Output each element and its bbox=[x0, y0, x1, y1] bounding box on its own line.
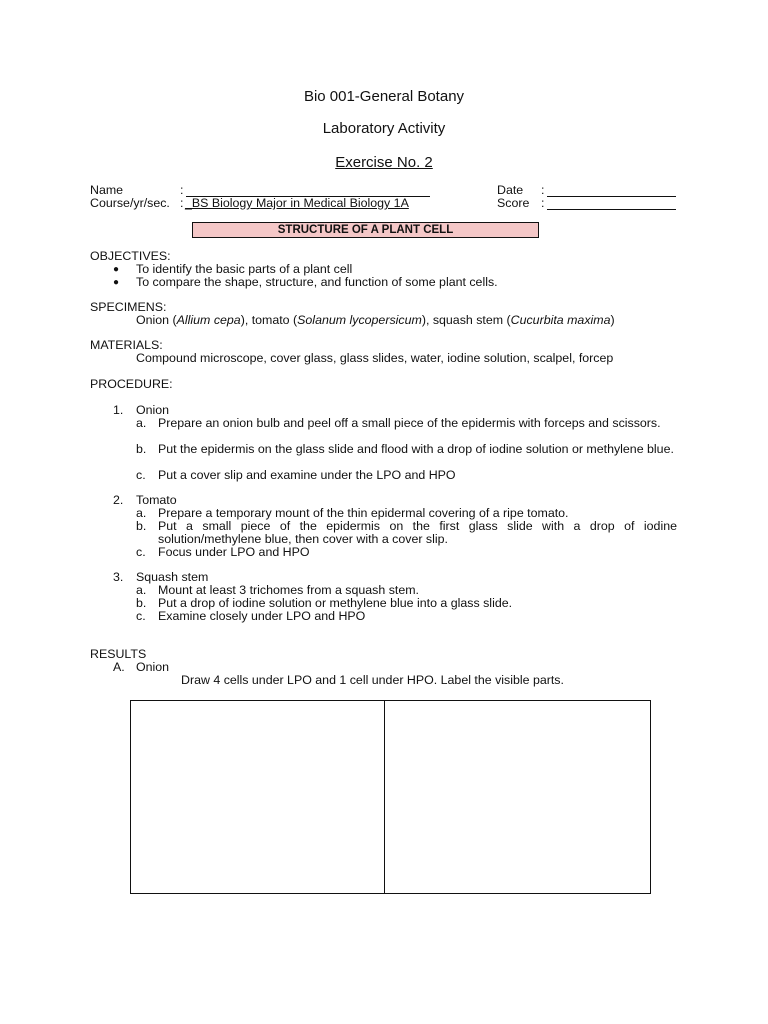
step-text: Prepare a temporary mount of the thin epidermal covering of a ripe tomato. bbox=[158, 506, 569, 520]
score-field[interactable] bbox=[547, 197, 676, 210]
step-letter: b. bbox=[136, 596, 147, 610]
procedure-number: 3. bbox=[113, 570, 124, 584]
drawing-table bbox=[130, 700, 651, 894]
step-text: Put a cover slip and examine under the LPO and HPO bbox=[158, 468, 456, 482]
results-instruction: Draw 4 cells under LPO and 1 cell under HPO. Label the visible parts. bbox=[181, 673, 564, 687]
bullet-icon: ● bbox=[113, 277, 120, 288]
name-colon: : bbox=[180, 183, 184, 197]
step-letter: b. bbox=[136, 519, 147, 533]
drawing-box-hpo[interactable] bbox=[385, 701, 650, 893]
specimen-scientific-name: Solanum lycopersicum bbox=[297, 313, 422, 327]
course-title: Bio 001-General Botany bbox=[303, 88, 465, 105]
step-text: Put a small piece of the epidermis on the first glass slide with a drop of iodine solution/methylene blue, then cover with a cover slip. bbox=[158, 519, 677, 546]
course-field[interactable]: _BS Biology Major in Medical Biology 1A bbox=[185, 196, 409, 210]
results-sub-letter: A. bbox=[113, 660, 125, 674]
step-letter: b. bbox=[136, 442, 147, 456]
procedure-number: 1. bbox=[113, 403, 124, 417]
specimen-text: ) bbox=[610, 313, 615, 327]
exercise-title bbox=[0, 156, 768, 169]
specimens-list bbox=[136, 314, 615, 327]
specimen-scientific-name: Cucurbita maxima bbox=[510, 313, 611, 327]
step-letter: a. bbox=[136, 416, 147, 430]
step-letter: a. bbox=[136, 506, 147, 520]
results-sub-title: Onion bbox=[136, 660, 170, 674]
step-text: Mount at least 3 trichomes from a squash stem. bbox=[158, 583, 420, 597]
date-field[interactable] bbox=[547, 184, 676, 197]
objective-item: To compare the shape, structure, and function of some plant cells. bbox=[136, 275, 498, 289]
procedure-title: Tomato bbox=[136, 493, 177, 507]
procedure-title: Squash stem bbox=[136, 570, 209, 584]
materials-text: Compound microscope, cover glass, glass slides, water, iodine solution, scalpel, forcep bbox=[136, 351, 614, 365]
step-text: Put a drop of iodine solution or methylene blue into a glass slide. bbox=[158, 596, 513, 610]
score-colon: : bbox=[541, 196, 545, 210]
step-text: Prepare an onion bulb and peel off a small piece of the epidermis with forceps and scissors. bbox=[158, 416, 661, 430]
date-colon: : bbox=[541, 183, 545, 197]
results-heading: RESULTS bbox=[90, 647, 147, 661]
exercise-number: Exercise No. 2 bbox=[335, 154, 433, 171]
materials-heading: MATERIALS: bbox=[90, 338, 163, 352]
step-letter: a. bbox=[136, 583, 147, 597]
step-text: Focus under LPO and HPO bbox=[158, 545, 310, 559]
objective-item: To identify the basic parts of a plant cell bbox=[136, 262, 353, 276]
course-label: Course/yr/sec. bbox=[90, 196, 170, 210]
step-letter: c. bbox=[136, 468, 146, 482]
date-label: Date bbox=[497, 183, 524, 197]
section-banner: STRUCTURE OF A PLANT CELL bbox=[192, 222, 539, 238]
specimen-text: ), tomato ( bbox=[240, 313, 298, 327]
specimen-text: Onion ( bbox=[136, 313, 177, 327]
course-colon: : bbox=[180, 196, 184, 210]
procedure-number: 2. bbox=[113, 493, 124, 507]
drawing-box-lpo[interactable] bbox=[131, 701, 384, 893]
procedure-heading: PROCEDURE: bbox=[90, 377, 173, 391]
specimen-scientific-name: Allium cepa bbox=[176, 313, 241, 327]
activity-title: Laboratory Activity bbox=[322, 120, 446, 137]
step-text: Put the epidermis on the glass slide and flood with a drop of iodine solution or methylene blue. bbox=[158, 442, 674, 456]
specimens-heading: SPECIMENS: bbox=[90, 300, 167, 314]
score-label: Score bbox=[497, 196, 530, 210]
specimen-text: ), squash stem ( bbox=[421, 313, 511, 327]
bullet-icon: ● bbox=[113, 264, 120, 275]
step-letter: c. bbox=[136, 545, 146, 559]
name-label: Name bbox=[90, 183, 124, 197]
objectives-heading: OBJECTIVES: bbox=[90, 249, 171, 263]
step-text: Examine closely under LPO and HPO bbox=[158, 609, 366, 623]
step-letter: c. bbox=[136, 609, 146, 623]
procedure-title: Onion bbox=[136, 403, 170, 417]
